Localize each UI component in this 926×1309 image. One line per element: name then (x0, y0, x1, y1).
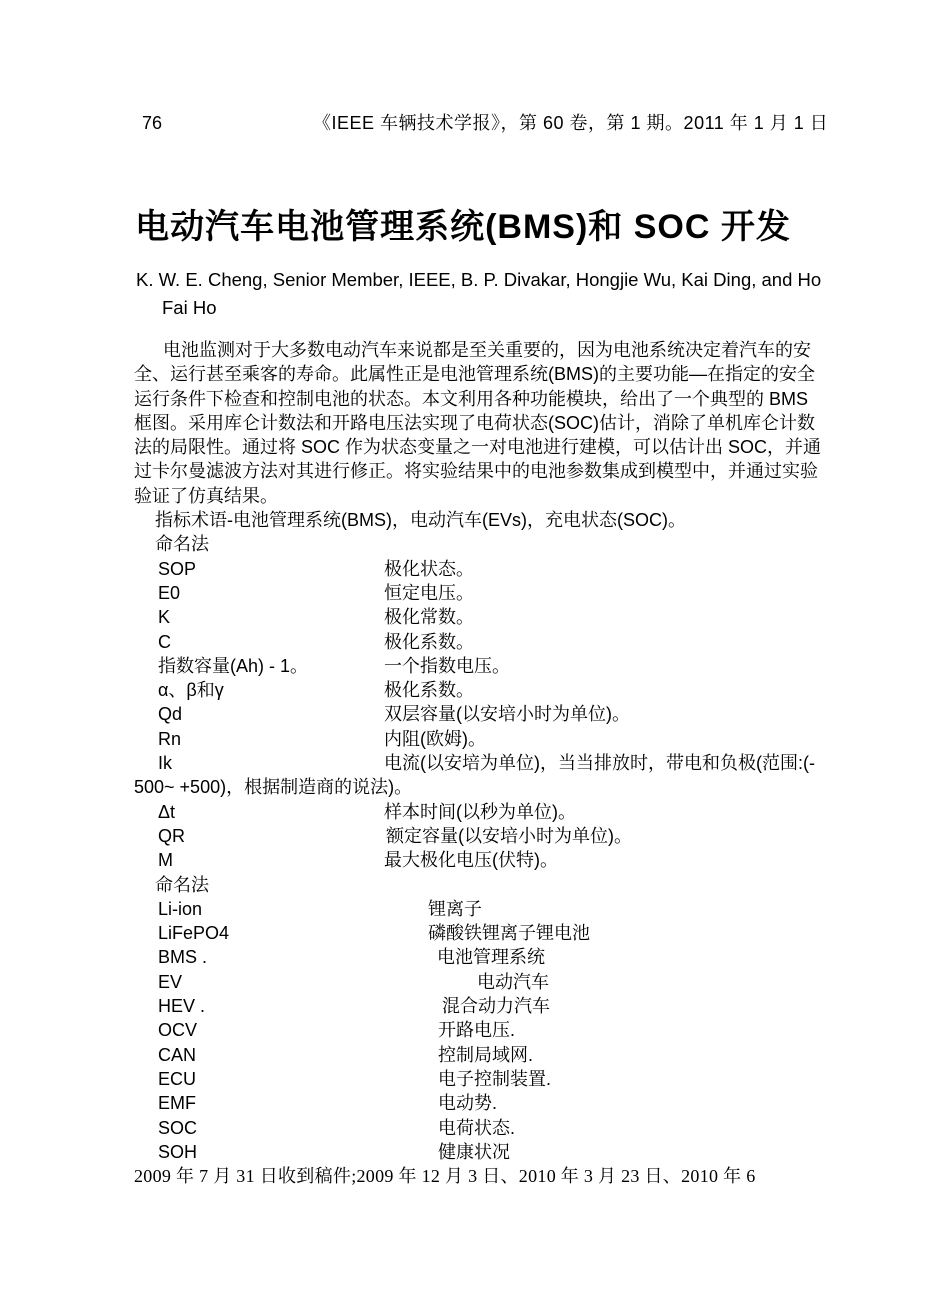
nomenclature-term: Δt (158, 801, 176, 822)
nomenclature-definition: 电流(以安培为单位)，当当排放时，带电和负极(范围:(- (384, 753, 815, 774)
nomenclature-definition: 控制局域网. (438, 1044, 534, 1065)
nomenclature-term: LiFePO4 (158, 923, 230, 944)
manuscript-received-note: 2009 年 7 月 31 日收到稿件;2009 年 12 月 3 日、2010 年 3 月 23 日、2010 年 6 (134, 1166, 756, 1187)
nomenclature-row (134, 654, 810, 678)
nomenclature-row (134, 824, 810, 848)
nomenclature-definition: 电荷状态. (438, 1117, 516, 1138)
nomenclature-term: Ik (158, 753, 173, 774)
nomenclature-definition-continuation: 500~ +500)，根据制造商的说法)。 (134, 777, 413, 798)
nomenclature-row (134, 1067, 810, 1091)
nomenclature-definition: 最大极化电压(伏特)。 (384, 850, 558, 871)
nomenclature-definition: 一个指数电压。 (384, 655, 510, 676)
nomenclature-definition: 极化常数。 (384, 607, 474, 628)
nomenclature-definition: 极化状态。 (384, 558, 474, 579)
nomenclature-row (134, 678, 810, 702)
abstract-line: 过卡尔曼滤波方法对其进行修正。将实验结果中的电池参数集成到模型中，并通过实验 (134, 461, 818, 482)
page-number: 76 (142, 113, 163, 133)
author-line: Fai Ho (162, 297, 217, 318)
nomenclature-term: M (158, 850, 173, 871)
nomenclature-row (134, 630, 810, 654)
nomenclature-row (134, 945, 810, 969)
nomenclature-row (134, 897, 810, 921)
nomenclature-row (134, 605, 810, 629)
nomenclature-term: 指数容量(Ah) - 1。 (158, 655, 309, 676)
author-line: K. W. E. Cheng, Senior Member, IEEE, B. P. Divakar, Hongjie Wu, Kai Ding, and Ho (136, 269, 822, 290)
nomenclature-row (134, 921, 810, 945)
nomenclature-row (134, 848, 810, 872)
nomenclature-term: HEV . (158, 996, 206, 1017)
journal-header: 《IEEE 车辆技术学报》，第 60 卷，第 1 期。2011 年 1 月 1 日 (313, 113, 829, 133)
nomenclature-definition: 额定容量(以安培小时为单位)。 (386, 825, 632, 846)
nomenclature-definition: 混合动力汽车 (442, 996, 550, 1017)
nomenclature-row (134, 800, 810, 824)
nomenclature-term: SOH (158, 1141, 198, 1162)
nomenclature-term: Qd (158, 704, 183, 725)
nomenclature-definition: 极化系数。 (384, 680, 474, 701)
nomenclature-definition: 电动势. (438, 1093, 498, 1114)
nomenclature-row (134, 994, 810, 1018)
abstract-line: 验证了仿真结果。 (134, 485, 278, 506)
nomenclature-term: SOC (158, 1117, 198, 1138)
nomenclature-term: EMF (158, 1093, 196, 1114)
nomenclature-row (134, 1140, 810, 1164)
nomenclature-term: Li-ion (158, 898, 203, 919)
nomenclature-heading: 命名法 (155, 874, 209, 895)
paper-title: 电动汽车电池管理系统(BMS)和 SOC 开发 (135, 208, 791, 246)
nomenclature-term: QR (158, 825, 185, 846)
nomenclature-definition: 电动汽车 (477, 971, 549, 992)
nomenclature-definition: 极化系数。 (384, 631, 474, 652)
nomenclature-definition: 健康状况 (438, 1141, 510, 1162)
body-text (134, 338, 822, 1188)
abstract-line: 框图。采用库仑计数法和开路电压法实现了电荷状态(SOC)估计，消除了单机库仑计数 (134, 412, 815, 433)
nomenclature-definition: 电池管理系统 (437, 947, 545, 968)
nomenclature-term: C (158, 631, 171, 652)
nomenclature-definition: 内阻(欧姆)。 (384, 728, 486, 749)
nomenclature-definition: 双层容量(以安培小时为单位)。 (384, 704, 630, 725)
abstract-line: 法的局限性。通过将 SOC 作为状态变量之一对电池进行建模，可以估计出 SOC，并通 (134, 437, 822, 458)
nomenclature-row (134, 581, 810, 605)
abstract-line: 运行条件下检查和控制电池的状态。本文利用各种功能模块，给出了一个典型的 BMS (134, 388, 809, 409)
nomenclature-row (134, 727, 810, 751)
nomenclature-definition: 电子控制装置. (438, 1068, 552, 1089)
nomenclature-term: EV (158, 971, 183, 992)
nomenclature-term: Rn (158, 728, 182, 749)
index-terms: 指标术语-电池管理系统(BMS)，电动汽车(EVs)，充电状态(SOC)。 (155, 510, 686, 531)
nomenclature-row (134, 557, 810, 581)
nomenclature-definition: 磷酸铁锂离子锂电池 (428, 923, 590, 944)
nomenclature-term: SOP (158, 558, 197, 579)
abstract-line: 电池监测对于大多数电动汽车来说都是至关重要的，因为电池系统决定着汽车的安 (163, 340, 811, 360)
nomenclature-row (134, 1116, 810, 1140)
nomenclature-term: OCV (158, 1020, 198, 1041)
nomenclature-term: α、β和γ (158, 680, 224, 701)
nomenclature-definition: 开路电压. (438, 1020, 516, 1041)
nomenclature-definition: 样本时间(以秒为单位)。 (384, 801, 576, 822)
author-block (136, 266, 822, 322)
nomenclature-row (134, 751, 815, 775)
nomenclature-row (134, 1091, 810, 1115)
nomenclature-term: CAN (158, 1044, 197, 1065)
nomenclature-row (134, 970, 810, 994)
nomenclature-row (134, 1018, 810, 1042)
nomenclature-row (134, 702, 810, 726)
nomenclature-term: K (158, 607, 171, 628)
nomenclature-heading: 命名法 (155, 534, 209, 555)
nomenclature-definition: 锂离子 (428, 898, 482, 919)
nomenclature-term: BMS . (158, 947, 208, 968)
abstract-line: 全、运行甚至乘客的寿命。此属性正是电池管理系统(BMS)的主要功能—在指定的安全 (134, 364, 815, 385)
nomenclature-definition: 恒定电压。 (384, 582, 474, 603)
nomenclature-term: ECU (158, 1068, 197, 1089)
nomenclature-row (134, 1043, 810, 1067)
nomenclature-term: E0 (158, 582, 181, 603)
